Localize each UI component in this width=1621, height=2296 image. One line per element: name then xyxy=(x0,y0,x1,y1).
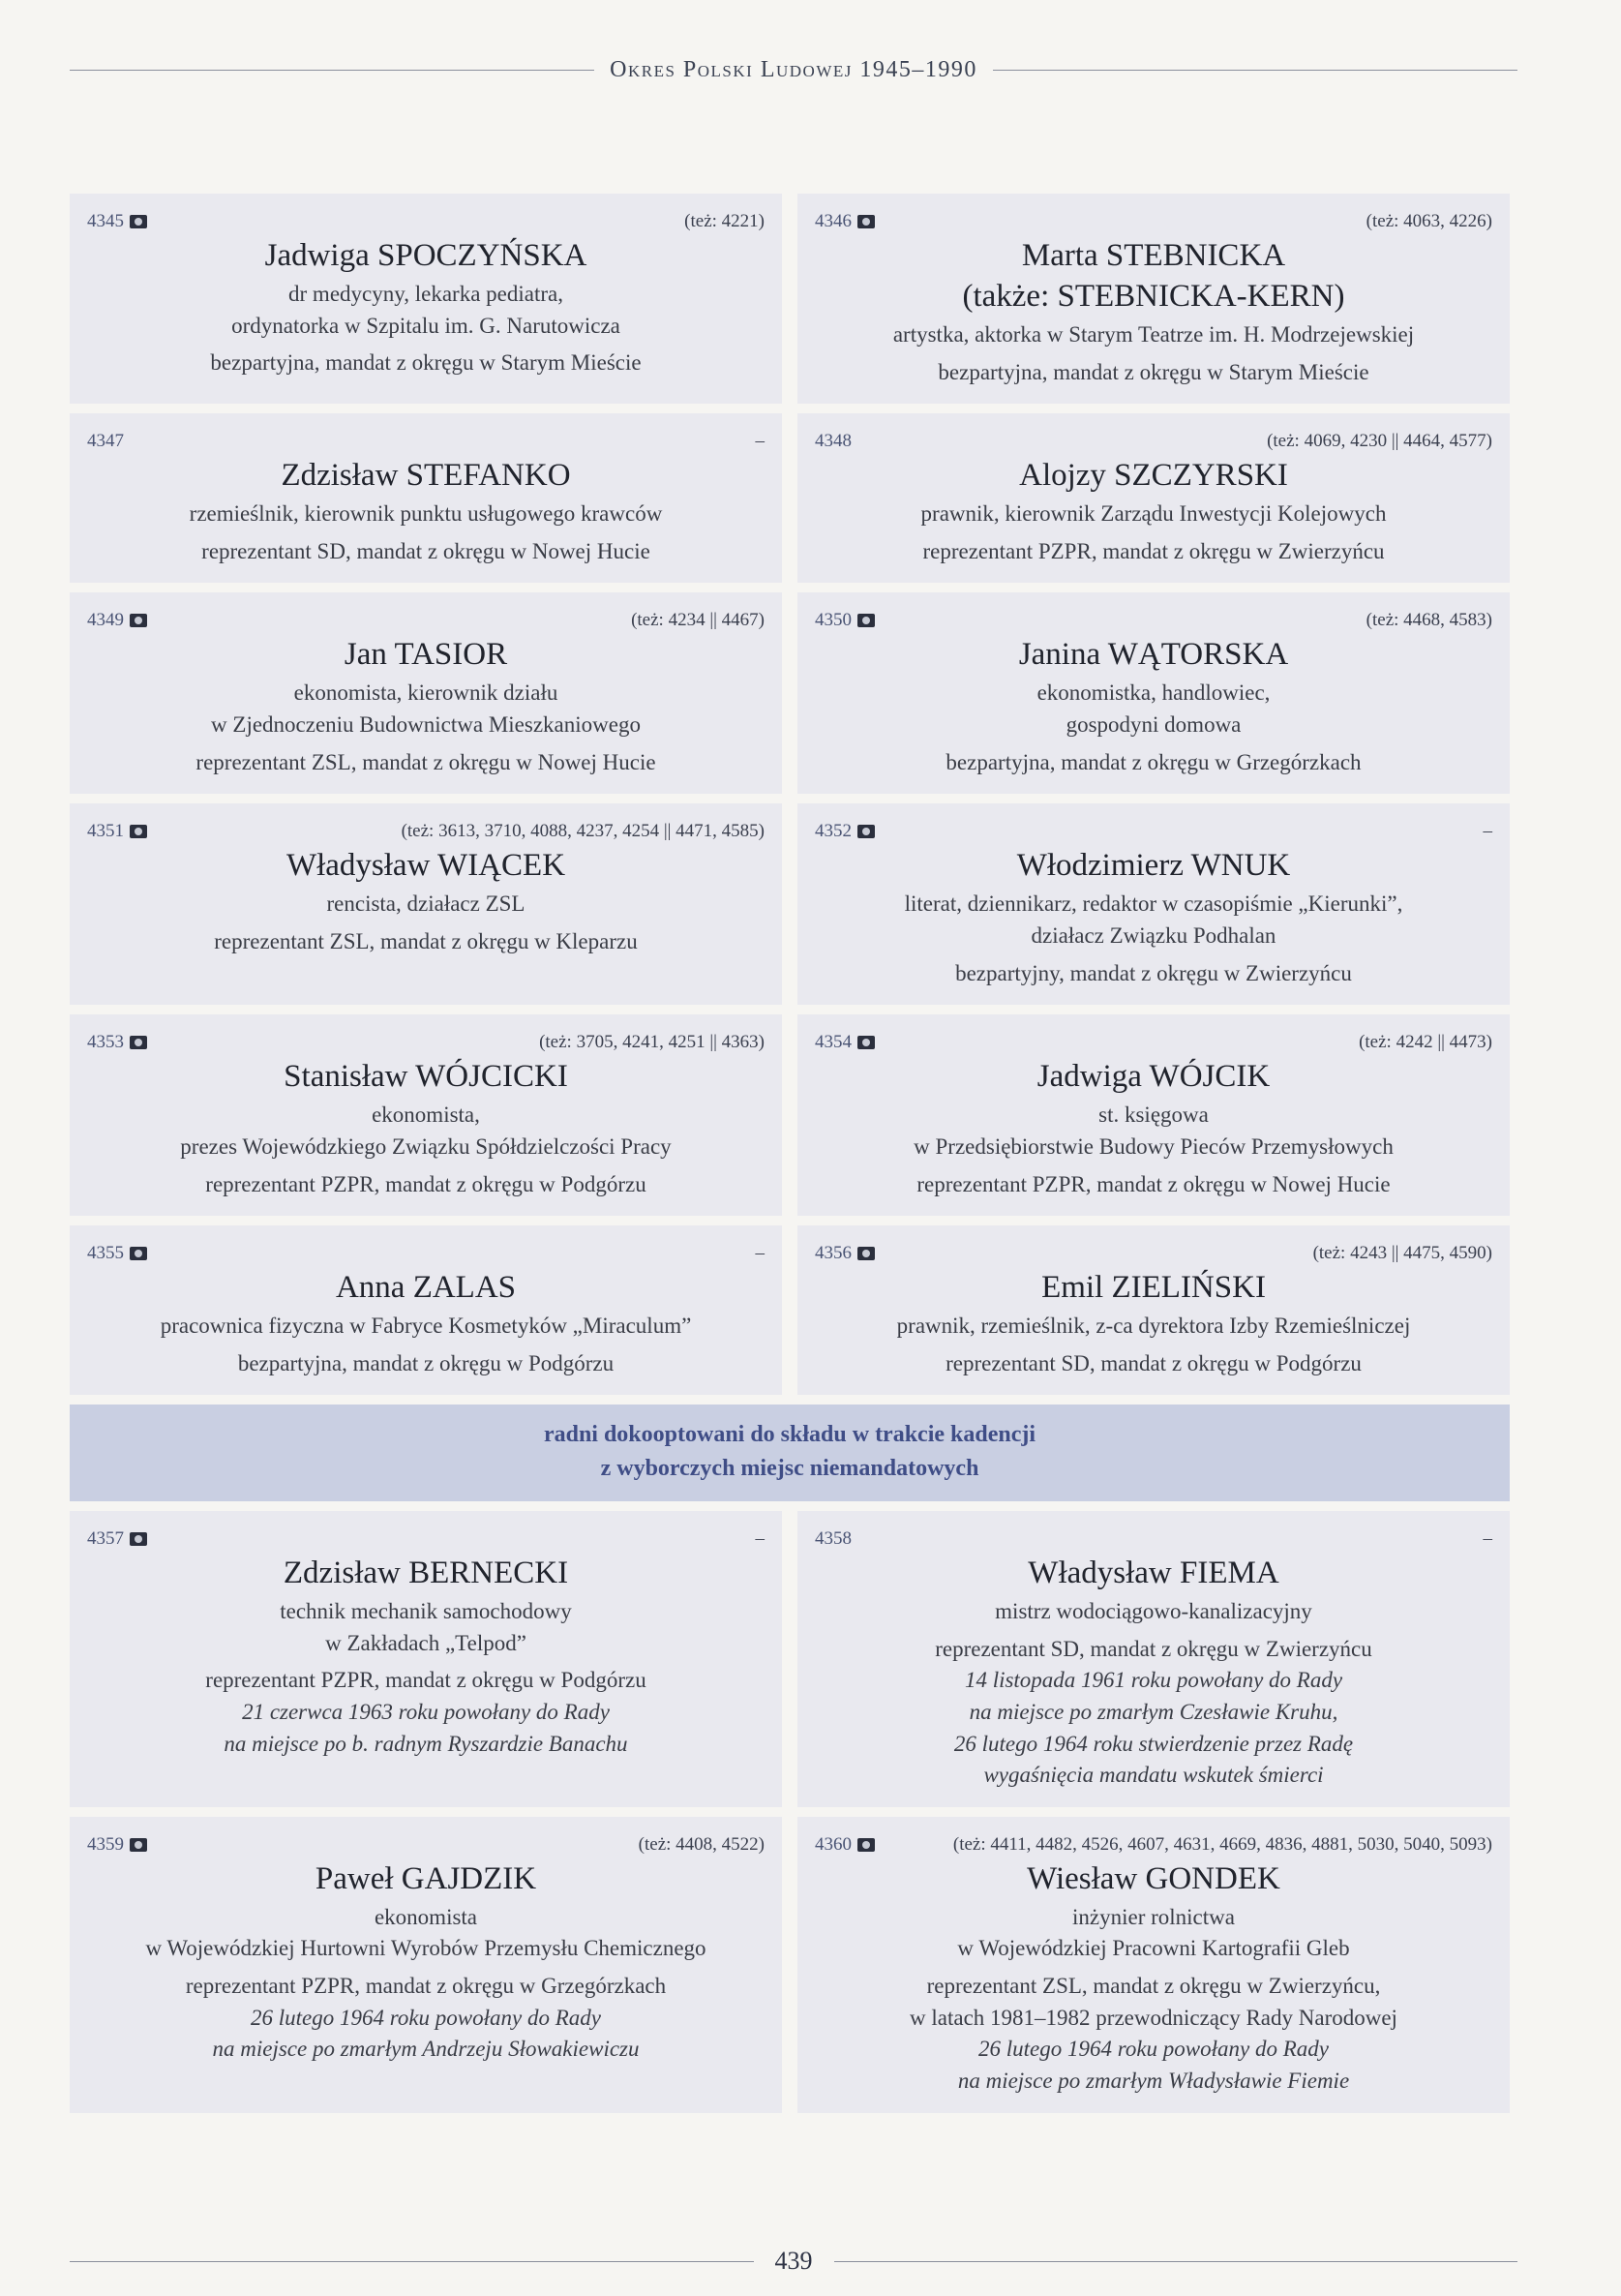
entry-number xyxy=(87,610,147,631)
entry-card xyxy=(70,1014,782,1216)
entries-after-banner xyxy=(70,1511,1510,2113)
entry-number xyxy=(87,1032,147,1053)
entry-number-text: 4360 xyxy=(815,1833,852,1855)
entry-header xyxy=(87,1525,765,1554)
entry-number-text: 4359 xyxy=(87,1833,124,1855)
entry-number xyxy=(87,211,147,232)
entry-cross-reference: – xyxy=(755,1243,765,1264)
header-rule-left xyxy=(70,70,594,71)
entry-occupation-line: prawnik, rzemieślnik, z-ca dyrektora Izby Rzemieślniczej xyxy=(896,1314,1411,1339)
entry-name: Alojzy SZCZYRSKI xyxy=(1019,458,1288,494)
entry-occupation-line: działacz Związku Podhalan xyxy=(1031,922,1276,948)
entry-cross-reference: (też: 3705, 4241, 4251 || 4363) xyxy=(539,1032,765,1053)
entry-name: Włodzimierz WNUK xyxy=(1016,848,1291,884)
entry-number-text: 4349 xyxy=(87,610,124,631)
entry-card xyxy=(797,413,1510,583)
entry-header xyxy=(815,1525,1492,1554)
entry-occupation-line: prawnik, kierownik Zarządu Inwestycji Kolejowych xyxy=(920,501,1387,527)
entry-occupation-line: pracownica fizyczna w Fabryce Kosmetyków „Miraculum” xyxy=(160,1314,692,1339)
entries-grid xyxy=(70,194,1510,2123)
entry-number xyxy=(815,1528,852,1550)
entry-representation: reprezentant ZSL, mandat z okręgu w Nowej Hucie xyxy=(195,749,656,774)
entry-representation: reprezentant SD, mandat z okręgu w Zwierzyńcu xyxy=(935,1636,1372,1661)
entry-header xyxy=(87,1239,765,1268)
entry-note-line: 21 czerwca 1963 roku powołany do Rady xyxy=(242,1699,610,1724)
entry-number xyxy=(815,821,875,842)
entry-header xyxy=(87,427,765,456)
entry-representation: reprezentant PZPR, mandat z okręgu w Nowej Hucie xyxy=(916,1171,1391,1196)
entry-header xyxy=(815,817,1492,846)
entry-name: Marta STEBNICKA xyxy=(1021,238,1286,273)
entry-row xyxy=(70,803,1510,1005)
entry-representation: reprezentant PZPR, mandat z okręgu w Podgórzu xyxy=(205,1171,646,1196)
entry-card xyxy=(70,1225,782,1395)
entry-representation-line-2: w latach 1981–1982 przewodniczący Rady Narodowej xyxy=(910,2005,1397,2030)
entry-name: Jadwiga WÓJCIK xyxy=(1036,1059,1271,1095)
entry-occupation-line: rencista, działacz ZSL xyxy=(326,891,525,917)
entry-header xyxy=(815,427,1492,456)
entry-name: Zdzisław STEFANKO xyxy=(281,458,571,494)
entry-card xyxy=(70,413,782,583)
entry-header xyxy=(87,207,765,236)
entry-number-text: 4352 xyxy=(815,821,852,842)
entry-occupation-line: technik mechanik samochodowy xyxy=(280,1598,572,1623)
entry-card xyxy=(70,803,782,1005)
entry-number-text: 4357 xyxy=(87,1528,124,1549)
entry-number xyxy=(815,1834,875,1856)
entry-occupation-line: w Wojewódzkiej Hurtowni Wyrobów Przemysłu Chemicznego xyxy=(145,1936,706,1961)
entry-number-text: 4353 xyxy=(87,1032,124,1053)
entry-name: Jan TASIOR xyxy=(344,637,508,673)
entry-occupation-line: st. księgowa xyxy=(1098,1103,1209,1128)
page-number: 439 xyxy=(774,2247,813,2275)
entry-number xyxy=(815,431,852,452)
entry-note-line: 26 lutego 1964 roku powołany do Rady xyxy=(978,2037,1329,2062)
photo-icon xyxy=(130,825,147,838)
entry-occupation-line: artystka, aktorka w Starym Teatrze im. H. Modrzejewskiej xyxy=(892,321,1415,347)
entry-number-text: 4358 xyxy=(815,1528,852,1549)
photo-icon xyxy=(857,1036,875,1049)
entry-name: Paweł GAJDZIK xyxy=(315,1860,537,1896)
entry-cross-reference: (też: 4234 || 4467) xyxy=(631,610,765,631)
photo-icon xyxy=(130,1532,147,1546)
entry-number xyxy=(815,211,875,232)
entry-occupation-line: w Zakładach „Telpod” xyxy=(325,1630,526,1655)
entry-header xyxy=(815,1830,1492,1859)
entry-cross-reference: (też: 4411, 4482, 4526, 4607, 4631, 4669, 4836, 4881, 5030, 5040, 5093) xyxy=(952,1833,1492,1855)
entry-number-text: 4348 xyxy=(815,431,852,452)
entry-occupation-line: dr medycyny, lekarka pediatra, xyxy=(288,281,563,306)
entry-occupation-line: ekonomistka, handlowiec, xyxy=(1036,680,1271,706)
entry-header xyxy=(815,1028,1492,1057)
entry-occupation-line: prezes Wojewódzkiego Związku Spółdzielczości Pracy xyxy=(180,1133,672,1159)
photo-icon xyxy=(857,825,875,838)
entry-name: Jadwiga SPOCZYŃSKA xyxy=(264,238,587,273)
entry-occupation-line: literat, dziennikarz, redaktor w czasopiśmie „Kierunki”, xyxy=(904,891,1403,917)
entry-occupation-line: gospodyni domowa xyxy=(1066,712,1242,738)
header-rule-right xyxy=(993,70,1517,71)
photo-icon xyxy=(130,215,147,228)
entry-note-line: na miejsce po b. radnym Ryszardzie Banachu xyxy=(224,1731,628,1756)
footer-rule-left xyxy=(70,2261,754,2262)
entry-occupation-line: inżynier rolnictwa xyxy=(1072,1904,1235,1929)
banner-line-2: z wyborczych miejsc niemandatowych xyxy=(600,1456,979,1482)
entry-card xyxy=(70,1511,782,1807)
entry-representation: reprezentant PZPR, mandat z okręgu w Grzegórzkach xyxy=(185,1974,667,1999)
entry-occupation-line: w Zjednoczeniu Budownictwa Mieszkaniowego xyxy=(211,712,641,738)
entry-representation: bezpartyjna, mandat z okręgu w Starym Mieście xyxy=(938,359,1369,384)
entry-number xyxy=(815,1243,875,1264)
entry-number-text: 4356 xyxy=(815,1243,852,1264)
entry-cross-reference: (też: 4243 || 4475, 4590) xyxy=(1312,1243,1492,1264)
entry-cross-reference: – xyxy=(1483,1528,1492,1549)
entry-number-text: 4355 xyxy=(87,1243,124,1264)
entry-occupation-line: ordynatorka w Szpitalu im. G. Narutowicza xyxy=(231,313,620,338)
entry-row xyxy=(70,413,1510,583)
entry-row xyxy=(70,1014,1510,1216)
entry-name: Wiesław GONDEK xyxy=(1027,1860,1280,1896)
entry-name: Zdzisław BERNECKI xyxy=(283,1556,569,1590)
entry-header xyxy=(87,1028,765,1057)
entry-representation: reprezentant ZSL, mandat z okręgu w Kleparzu xyxy=(214,928,638,953)
photo-icon xyxy=(130,1036,147,1049)
entry-header xyxy=(815,606,1492,635)
page-footer xyxy=(70,2242,1517,2281)
photo-icon xyxy=(857,1247,875,1260)
entry-cross-reference: (też: 4468, 4583) xyxy=(1366,610,1492,631)
entry-card xyxy=(797,592,1510,794)
entry-number xyxy=(815,610,875,631)
running-header xyxy=(70,50,1517,89)
entry-number xyxy=(87,1834,147,1856)
entry-note-line: na miejsce po zmarłym Czesławie Kruhu, xyxy=(969,1699,1338,1724)
entry-card xyxy=(797,1511,1510,1807)
entry-cross-reference: (też: 4069, 4230 || 4464, 4577) xyxy=(1267,431,1492,452)
entry-representation: reprezentant PZPR, mandat z okręgu w Zwierzyńcu xyxy=(922,538,1385,563)
entry-name: Janina WĄTORSKA xyxy=(1018,637,1289,673)
entry-representation: reprezentant PZPR, mandat z okręgu w Podgórzu xyxy=(205,1668,646,1693)
entry-card xyxy=(797,1225,1510,1395)
entry-representation: reprezentant SD, mandat z okręgu w Podgórzu xyxy=(946,1350,1362,1375)
entry-cross-reference: (też: 4063, 4226) xyxy=(1366,211,1492,231)
entry-representation: bezpartyjny, mandat z okręgu w Zwierzyńcu xyxy=(955,960,1352,985)
entry-note-line: 26 lutego 1964 roku stwierdzenie przez Radę xyxy=(953,1731,1354,1756)
entry-note-line: wygaśnięcia mandatu wskutek śmierci xyxy=(983,1763,1324,1788)
entry-number-text: 4345 xyxy=(87,211,124,231)
entry-number xyxy=(87,821,147,842)
entry-number xyxy=(87,1528,147,1550)
entry-note-line: na miejsce po zmarłym Władysławie Fiemie xyxy=(957,2069,1350,2094)
entry-cross-reference: – xyxy=(1483,821,1492,842)
entry-header xyxy=(815,207,1492,236)
entry-name: Stanisław WÓJCICKI xyxy=(284,1059,568,1095)
entry-header xyxy=(815,1239,1492,1268)
entry-representation: bezpartyjna, mandat z okręgu w Podgórzu xyxy=(237,1350,615,1375)
entry-name: Emil ZIELIŃSKI xyxy=(1041,1270,1266,1306)
entry-alt-name: (także: STEBNICKA-KERN) xyxy=(962,278,1345,314)
section-banner xyxy=(70,1405,1510,1501)
photo-icon xyxy=(130,1838,147,1852)
entry-number xyxy=(87,1243,147,1264)
entry-occupation-line: w Przedsiębiorstwie Budowy Pieców Przemysłowych xyxy=(914,1133,1394,1159)
running-title: Okres Polski Ludowej 1945–1990 xyxy=(610,56,977,82)
banner-line-1: radni dokooptowani do składu w trakcie kadencji xyxy=(543,1422,1036,1448)
entry-row xyxy=(70,592,1510,794)
entry-representation: bezpartyjna, mandat z okręgu w Starym Mieście xyxy=(210,350,642,376)
entry-name: Władysław FIEMA xyxy=(1028,1556,1279,1590)
entry-row xyxy=(70,1225,1510,1395)
entry-cross-reference: – xyxy=(755,1528,765,1549)
entry-occupation-line: mistrz wodociągowo-kanalizacyjny xyxy=(995,1598,1312,1623)
entry-cross-reference: (też: 4242 || 4473) xyxy=(1359,1032,1492,1053)
photo-icon xyxy=(130,1247,147,1260)
entry-card xyxy=(797,1817,1510,2113)
entry-number-text: 4354 xyxy=(815,1032,852,1053)
photo-icon xyxy=(857,1838,875,1852)
entry-header xyxy=(87,817,765,846)
entry-note-line: 26 lutego 1964 roku powołany do Rady xyxy=(251,2005,601,2030)
entry-cross-reference: (też: 4408, 4522) xyxy=(638,1833,765,1855)
entry-card xyxy=(70,194,782,404)
entry-number-text: 4351 xyxy=(87,821,124,842)
entry-row xyxy=(70,1817,1510,2113)
entry-occupation-line: ekonomista, kierownik działu xyxy=(293,680,558,706)
entry-occupation-line: ekonomista, xyxy=(372,1103,480,1128)
entry-cross-reference: (też: 3613, 3710, 4088, 4237, 4254 || 4471, 4585) xyxy=(401,821,765,842)
entry-card xyxy=(797,803,1510,1005)
entry-card xyxy=(797,194,1510,404)
photo-icon xyxy=(857,614,875,627)
entry-number xyxy=(815,1032,875,1053)
entry-header xyxy=(87,606,765,635)
entry-name: Anna ZALAS xyxy=(335,1270,517,1306)
entry-representation: reprezentant ZSL, mandat z okręgu w Zwierzyńcu, xyxy=(926,1974,1381,1999)
entry-representation: reprezentant SD, mandat z okręgu w Nowej Hucie xyxy=(201,538,650,563)
entry-number xyxy=(87,431,124,452)
entry-cross-reference: (też: 4221) xyxy=(684,211,765,231)
photo-icon xyxy=(857,215,875,228)
entry-number-text: 4347 xyxy=(87,431,124,452)
entry-occupation-line: w Wojewódzkiej Pracowni Kartografii Gleb xyxy=(957,1936,1350,1961)
entry-number-text: 4346 xyxy=(815,211,852,231)
entry-card xyxy=(70,1817,782,2113)
entry-row xyxy=(70,194,1510,404)
entry-number-text: 4350 xyxy=(815,610,852,631)
entry-cross-reference: – xyxy=(755,431,765,452)
entry-note-line: 14 listopada 1961 roku powołany do Rady xyxy=(964,1668,1343,1693)
entry-name: Władysław WIĄCEK xyxy=(285,848,566,884)
entry-occupation-line: rzemieślnik, kierownik punktu usługowego krawców xyxy=(189,501,663,527)
entry-occupation-line: ekonomista xyxy=(374,1904,478,1929)
entry-card xyxy=(797,1014,1510,1216)
entry-row xyxy=(70,1511,1510,1807)
entry-note-line: na miejsce po zmarłym Andrzeju Słowakiewiczu xyxy=(212,2037,640,2062)
entry-card xyxy=(70,592,782,794)
entry-header xyxy=(87,1830,765,1859)
entries-before-banner xyxy=(70,194,1510,1395)
footer-rule-right xyxy=(834,2261,1518,2262)
entry-representation: bezpartyjna, mandat z okręgu w Grzegórzkach xyxy=(946,749,1362,774)
photo-icon xyxy=(130,614,147,627)
